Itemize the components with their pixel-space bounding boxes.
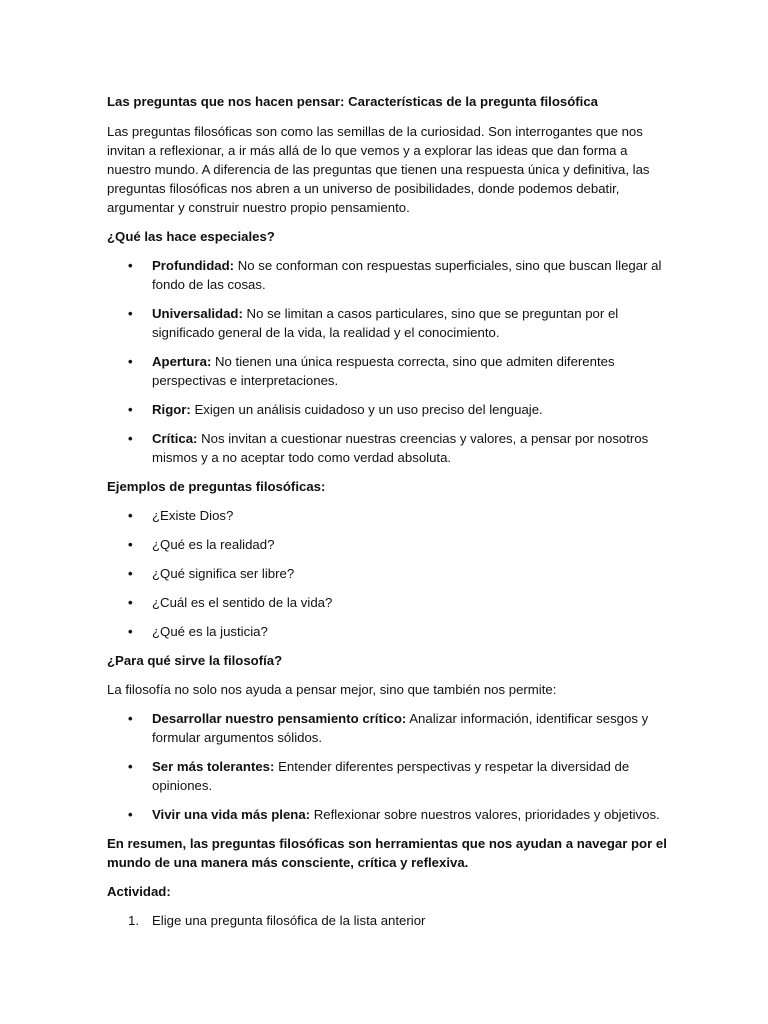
item-text: ¿Qué es la realidad?: [152, 537, 275, 552]
item-term: Vivir una vida más plena:: [152, 807, 311, 822]
bullet-icon: •: [128, 595, 133, 610]
item-text: ¿Qué significa ser libre?: [152, 566, 295, 581]
item-text: Elige una pregunta filosófica de la lista anterior: [152, 913, 426, 928]
section-heading-ejemplos: Ejemplos de preguntas filosóficas:: [107, 479, 326, 494]
item-text: Analizar información, identificar sesgos y formular argumentos sólidos.: [152, 711, 649, 745]
item-term: Apertura:: [152, 354, 212, 369]
item-text: Entender diferentes perspectivas y respetar la diversidad de opiniones.: [152, 759, 630, 793]
item-term: Desarrollar nuestro pensamiento crítico:: [152, 711, 407, 726]
section-heading-especiales: ¿Qué las hace especiales?: [107, 229, 275, 244]
list-item: [107, 757, 667, 795]
bullet-icon: •: [128, 624, 133, 639]
bullet-icon: •: [128, 807, 133, 822]
intro-paragraph: Las preguntas filosóficas son como las semillas de la curiosidad. Son interrogantes que nos invitan a reflexionar, a ir más allá de lo que vemos y a explorar las ideas que dan forma a nuestro mundo. A diferencia de las preguntas que tienen una respuesta única y definitiva, las preguntas filosóficas nos abren a un universo de posibilidades, donde podemos debatir, argumentar y construir nuestro propio pensamiento.: [107, 124, 650, 215]
item-number: 1.: [128, 913, 139, 928]
item-text: No se conforman con respuestas superficiales, sino que buscan llegar al fondo de las cosas.: [152, 258, 662, 292]
list-item: [107, 805, 667, 824]
list-item: [107, 352, 667, 390]
item-text: ¿Existe Dios?: [152, 508, 234, 523]
item-term: Rigor:: [152, 402, 191, 417]
item-text: ¿Cuál es el sentido de la vida?: [152, 595, 333, 610]
list-item: [107, 622, 667, 641]
item-text: No tienen una única respuesta correcta, sino que admiten diferentes perspectivas e interpretaciones.: [152, 354, 615, 388]
characteristics-list: [107, 256, 667, 467]
benefits-list: [107, 709, 667, 824]
bullet-icon: •: [128, 431, 133, 446]
item-term: Universalidad:: [152, 306, 243, 321]
bullet-icon: •: [128, 258, 133, 273]
bullet-icon: •: [128, 566, 133, 581]
item-text: No se limitan a casos particulares, sino que se preguntan por el significado general de la vida, la realidad y el conocimiento.: [152, 306, 619, 340]
section-heading-para-que: ¿Para qué sirve la filosofía?: [107, 653, 283, 668]
list-item: [107, 429, 667, 467]
list-item: [107, 400, 667, 419]
item-text: Exigen un análisis cuidadoso y un uso preciso del lenguaje.: [190, 402, 543, 417]
activity-list: [107, 911, 667, 930]
document-page: [107, 92, 667, 940]
bullet-icon: •: [128, 537, 133, 552]
bullet-icon: •: [128, 354, 133, 369]
summary-paragraph: En resumen, las preguntas filosóficas son herramientas que nos ayudan a navegar por el mundo de una manera más consciente, crítica y reflexiva.: [107, 836, 667, 870]
list-item: [107, 564, 667, 583]
section-lead-paragraph: La filosofía no solo nos ayuda a pensar mejor, sino que también nos permite:: [107, 682, 557, 697]
bullet-icon: •: [128, 759, 133, 774]
list-item: [107, 506, 667, 525]
document-title: Las preguntas que nos hacen pensar: Características de la pregunta filosófica: [107, 94, 599, 109]
bullet-icon: •: [128, 306, 133, 321]
list-item: [107, 911, 667, 930]
item-text: ¿Qué es la justicia?: [152, 624, 268, 639]
bullet-icon: •: [128, 508, 133, 523]
item-text: Nos invitan a cuestionar nuestras creencias y valores, a pensar por nosotros mismos y a no aceptar todo como verdad absoluta.: [152, 431, 649, 465]
item-term: Crítica:: [152, 431, 198, 446]
list-item: [107, 304, 667, 342]
section-heading-actividad: Actividad:: [107, 884, 171, 899]
list-item: [107, 709, 667, 747]
item-text: Reflexionar sobre nuestros valores, prioridades y objetivos.: [310, 807, 660, 822]
list-item: [107, 256, 667, 294]
list-item: [107, 593, 667, 612]
bullet-icon: •: [128, 402, 133, 417]
list-item: [107, 535, 667, 554]
item-term: Ser más tolerantes:: [152, 759, 275, 774]
item-term: Profundidad:: [152, 258, 235, 273]
bullet-icon: •: [128, 711, 133, 726]
examples-list: [107, 506, 667, 641]
